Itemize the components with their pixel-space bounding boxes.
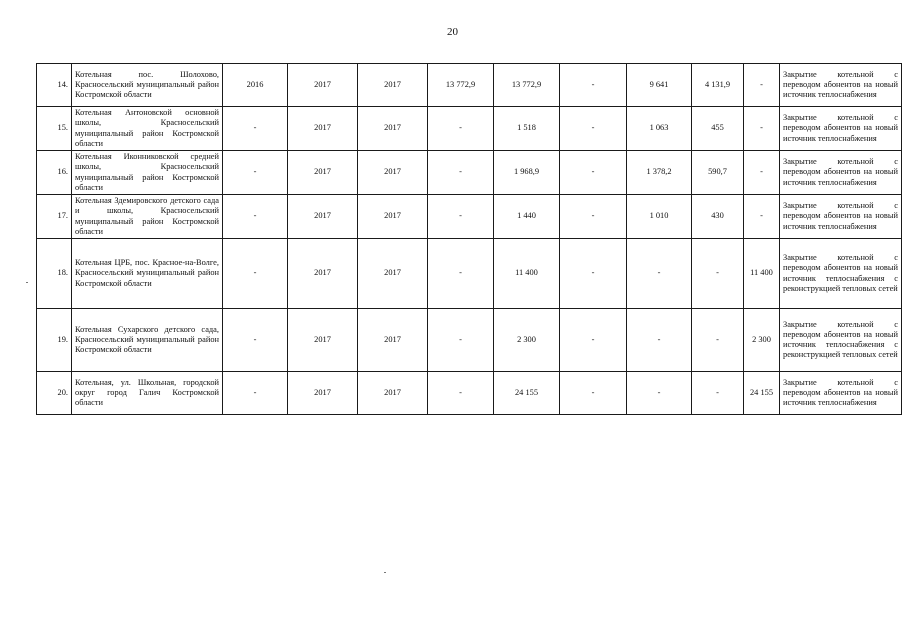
- value-cell-c6: -: [560, 372, 627, 415]
- measure-note-cell: Закрытие котельной с переводом абонентов на новый источник теплоснабжения: [780, 195, 902, 239]
- measure-note-cell: Закрытие котельной с переводом абонентов на новый источник теплоснабжения: [780, 151, 902, 195]
- value-cell-c5: 1 440: [494, 195, 560, 239]
- value-cell-c2: 2017: [288, 309, 358, 372]
- value-cell-c7: -: [627, 309, 692, 372]
- boiler-name-cell: Котельная ЦРБ, пос. Красное-на-Волге, Красносельский муниципальный район Костромской области: [72, 239, 223, 309]
- row-number-cell: 18.: [37, 239, 72, 309]
- boiler-name-cell: Котельная Иконниковской средней школы, Красносельский муниципальный район Костромской области: [72, 151, 223, 195]
- table-row: [37, 107, 902, 151]
- measure-note-cell: Закрытие котельной с переводом абонентов на новый источник теплоснабжения с реконструкцией тепловых сетей: [780, 239, 902, 309]
- value-cell-c1: -: [223, 309, 288, 372]
- measure-note-cell: Закрытие котельной с переводом абонентов на новый источник теплоснабжения: [780, 64, 902, 107]
- value-cell-c3: 2017: [358, 239, 428, 309]
- row-number-cell: 17.: [37, 195, 72, 239]
- value-cell-c7: 9 641: [627, 64, 692, 107]
- row-number-cell: 16.: [37, 151, 72, 195]
- table-row: [37, 151, 902, 195]
- boiler-name-cell: Котельная Сухарского детского сада, Красносельский муниципальный район Костромской области: [72, 309, 223, 372]
- value-cell-c1: -: [223, 151, 288, 195]
- boiler-name-cell: Котельная Здемировского детского сада и школы, Красносельский муниципальный район Костромской области: [72, 195, 223, 239]
- table-row: [37, 64, 902, 107]
- value-cell-c7: -: [627, 239, 692, 309]
- value-cell-c4: -: [428, 107, 494, 151]
- value-cell-c9: -: [744, 151, 780, 195]
- value-cell-c2: 2017: [288, 107, 358, 151]
- value-cell-c4: -: [428, 195, 494, 239]
- value-cell-c6: -: [560, 107, 627, 151]
- measure-note-cell: Закрытие котельной с переводом абонентов на новый источник теплоснабжения с реконструкцией тепловых сетей: [780, 309, 902, 372]
- row-number-cell: 14.: [37, 64, 72, 107]
- value-cell-c4: -: [428, 239, 494, 309]
- value-cell-c5: 24 155: [494, 372, 560, 415]
- value-cell-c5: 13 772,9: [494, 64, 560, 107]
- value-cell-c6: -: [560, 64, 627, 107]
- value-cell-c3: 2017: [358, 309, 428, 372]
- value-cell-c4: 13 772,9: [428, 64, 494, 107]
- value-cell-c5: 2 300: [494, 309, 560, 372]
- value-cell-c3: 2017: [358, 372, 428, 415]
- value-cell-c8: 430: [692, 195, 744, 239]
- value-cell-c9: 2 300: [744, 309, 780, 372]
- value-cell-c1: -: [223, 239, 288, 309]
- value-cell-c4: -: [428, 151, 494, 195]
- value-cell-c8: 455: [692, 107, 744, 151]
- value-cell-c3: 2017: [358, 195, 428, 239]
- value-cell-c9: -: [744, 64, 780, 107]
- value-cell-c1: -: [223, 107, 288, 151]
- value-cell-c8: -: [692, 239, 744, 309]
- value-cell-c7: 1 063: [627, 107, 692, 151]
- value-cell-c2: 2017: [288, 195, 358, 239]
- value-cell-c2: 2017: [288, 372, 358, 415]
- value-cell-c8: -: [692, 309, 744, 372]
- value-cell-c3: 2017: [358, 107, 428, 151]
- value-cell-c9: -: [744, 107, 780, 151]
- value-cell-c7: 1 378,2: [627, 151, 692, 195]
- value-cell-c2: 2017: [288, 239, 358, 309]
- value-cell-c4: -: [428, 372, 494, 415]
- value-cell-c7: 1 010: [627, 195, 692, 239]
- table-row: [37, 372, 902, 415]
- table-row: [37, 239, 902, 309]
- value-cell-c6: -: [560, 309, 627, 372]
- heating-projects-table: [36, 63, 902, 415]
- boiler-name-cell: Котельная, ул. Школьная, городской округ город Галич Костромской области: [72, 372, 223, 415]
- value-cell-c8: 590,7: [692, 151, 744, 195]
- value-cell-c9: 11 400: [744, 239, 780, 309]
- table-row: [37, 195, 902, 239]
- value-cell-c5: 11 400: [494, 239, 560, 309]
- measure-note-cell: Закрытие котельной с переводом абонентов на новый источник теплоснабжения: [780, 372, 902, 415]
- boiler-name-cell: Котельная пос. Шолохово, Красносельский муниципальный район Костромской области: [72, 64, 223, 107]
- value-cell-c8: -: [692, 372, 744, 415]
- value-cell-c2: 2017: [288, 151, 358, 195]
- scan-speck: [26, 282, 28, 283]
- row-number-cell: 15.: [37, 107, 72, 151]
- value-cell-c8: 4 131,9: [692, 64, 744, 107]
- value-cell-c1: -: [223, 195, 288, 239]
- value-cell-c6: -: [560, 239, 627, 309]
- value-cell-c3: 2017: [358, 151, 428, 195]
- value-cell-c9: -: [744, 195, 780, 239]
- value-cell-c5: 1 968,9: [494, 151, 560, 195]
- value-cell-c6: -: [560, 151, 627, 195]
- page-number: 20: [447, 26, 458, 38]
- value-cell-c7: -: [627, 372, 692, 415]
- value-cell-c9: 24 155: [744, 372, 780, 415]
- value-cell-c1: 2016: [223, 64, 288, 107]
- value-cell-c6: -: [560, 195, 627, 239]
- table-row: [37, 309, 902, 372]
- row-number-cell: 20.: [37, 372, 72, 415]
- value-cell-c5: 1 518: [494, 107, 560, 151]
- value-cell-c1: -: [223, 372, 288, 415]
- value-cell-c4: -: [428, 309, 494, 372]
- value-cell-c3: 2017: [358, 64, 428, 107]
- value-cell-c2: 2017: [288, 64, 358, 107]
- measure-note-cell: Закрытие котельной с переводом абонентов на новый источник теплоснабжения: [780, 107, 902, 151]
- scan-speck: [384, 572, 386, 573]
- boiler-name-cell: Котельная Антоновской основной школы, Красносельский муниципальный район Костромской области: [72, 107, 223, 151]
- row-number-cell: 19.: [37, 309, 72, 372]
